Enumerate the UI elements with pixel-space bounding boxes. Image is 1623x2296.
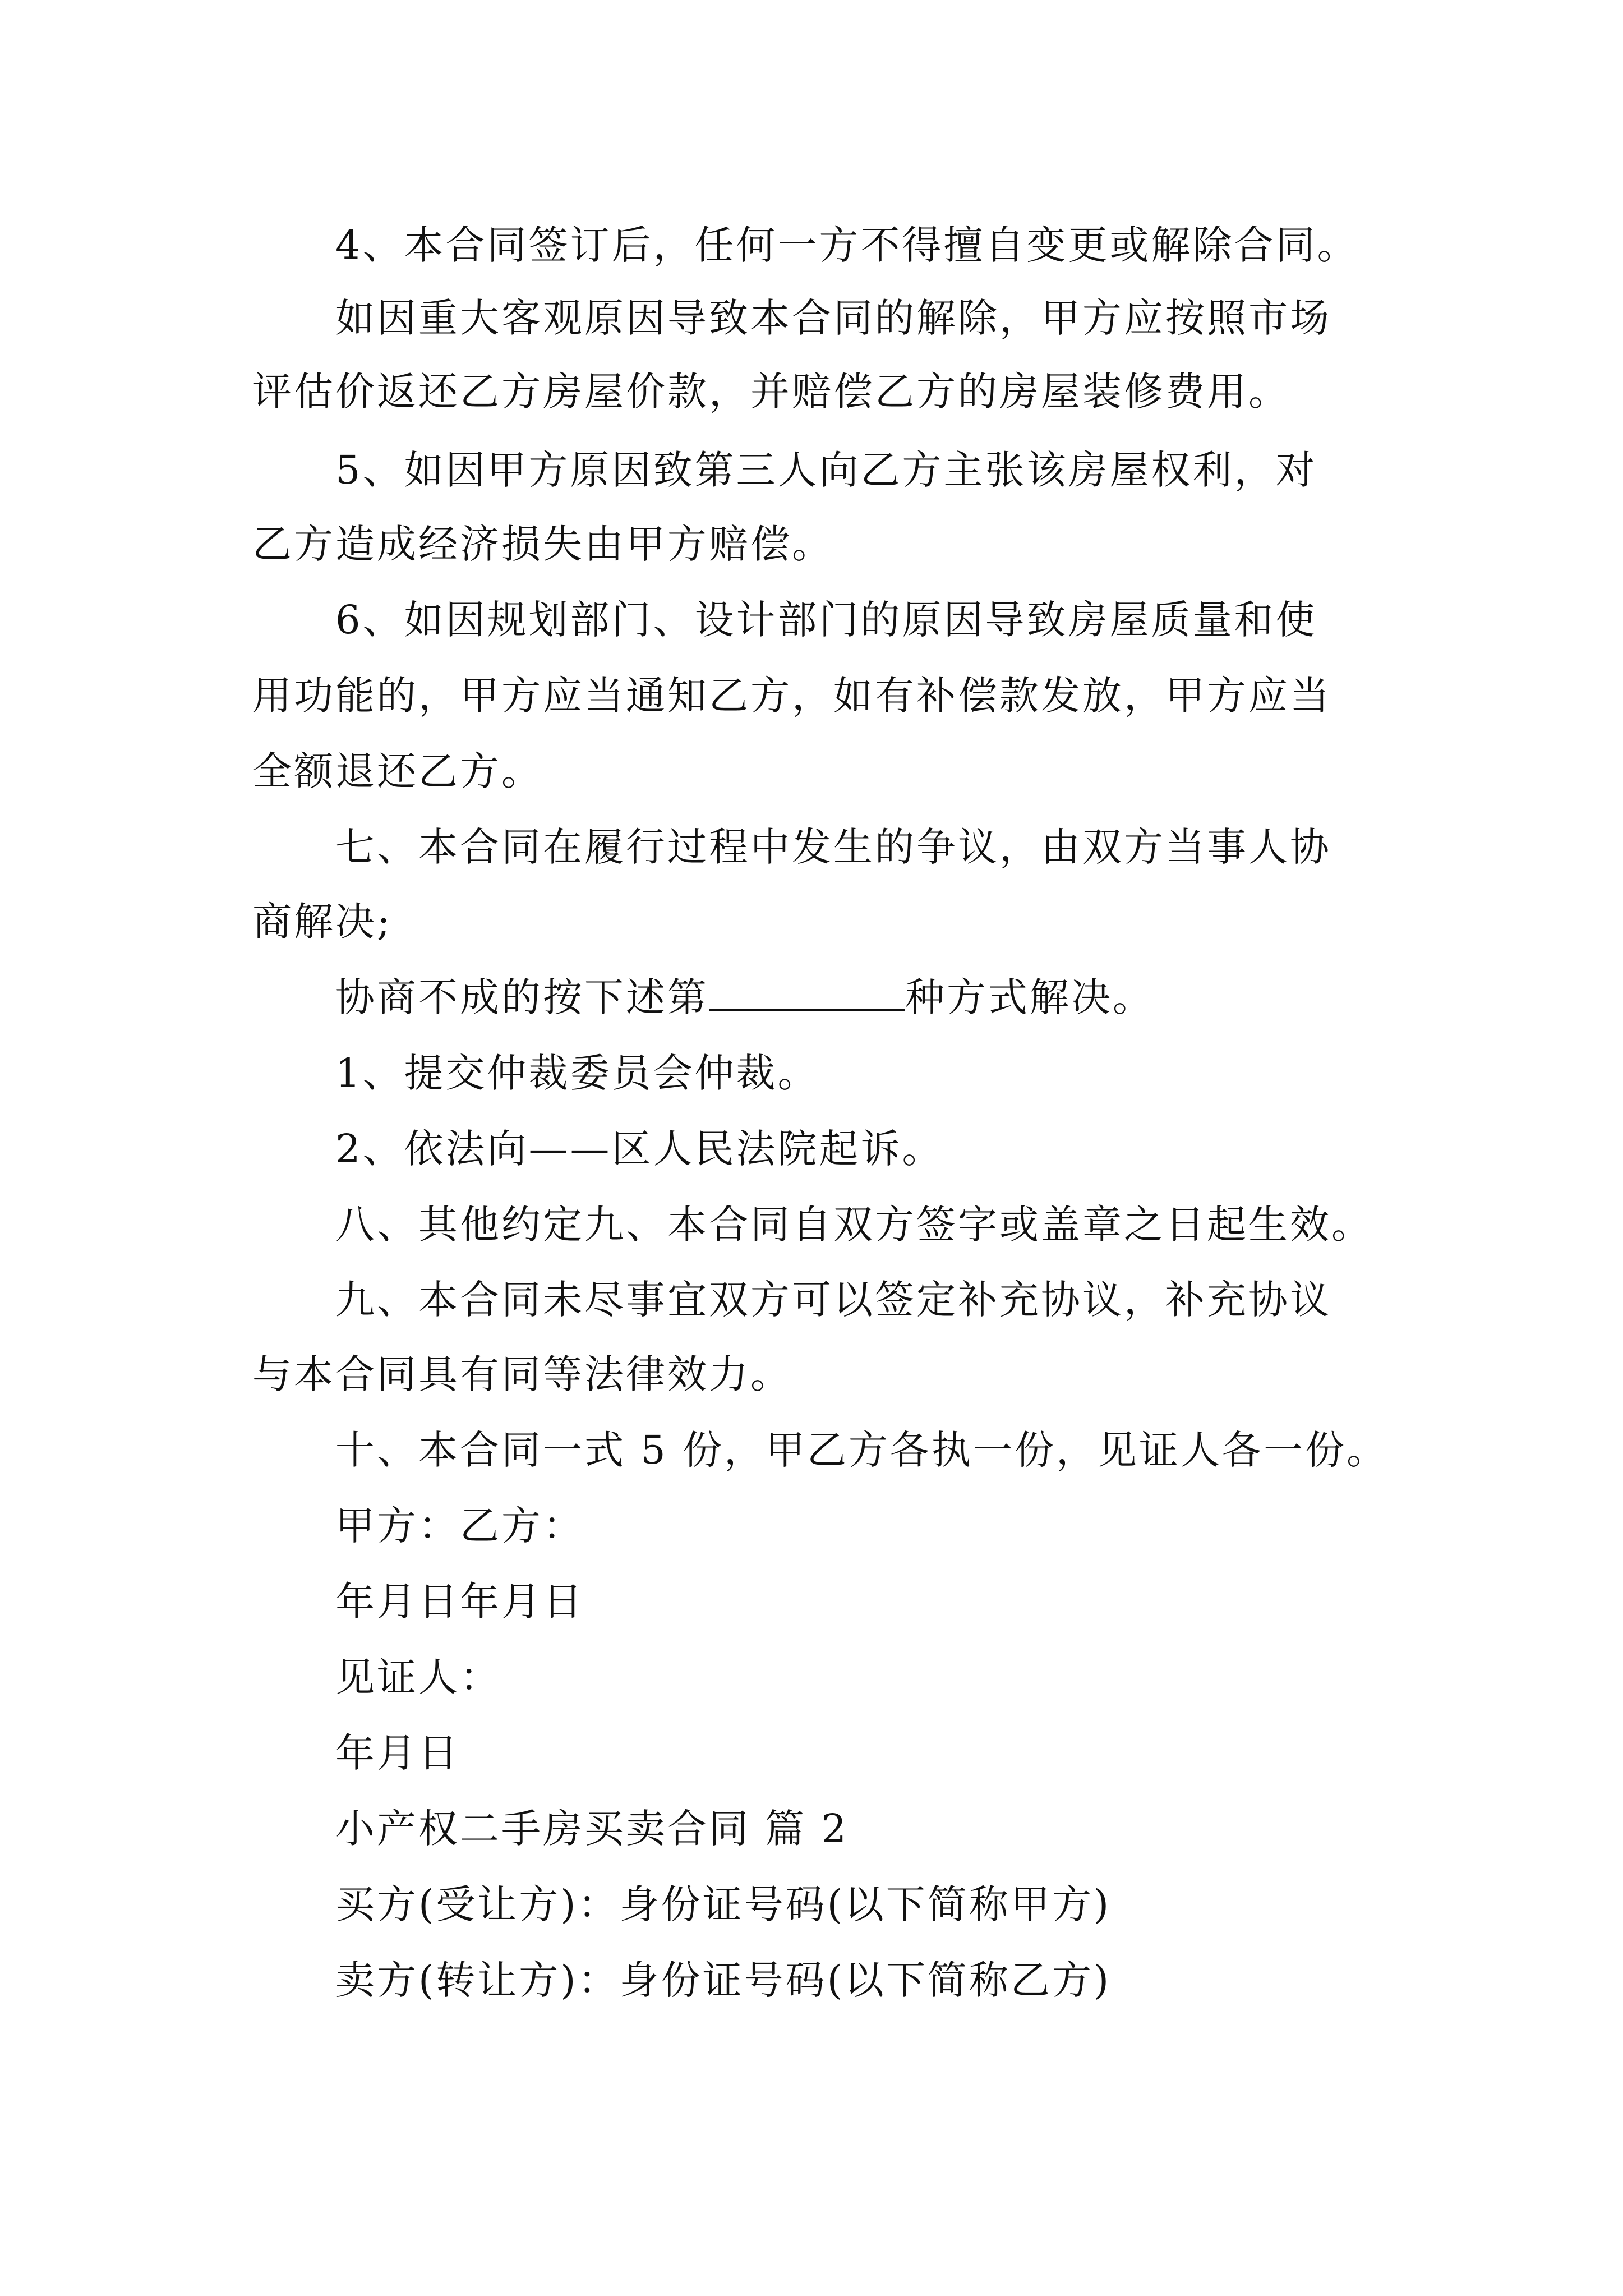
signature-parties-line: 甲方：乙方： [335, 1503, 584, 1549]
article-10-line: 十、本合同一式 5 份，甲乙方各执一份，见证人各一份。 [335, 1427, 1389, 1473]
article-8-line: 八、其他约定九、本合同自双方签字或盖章之日起生效。 [335, 1202, 1373, 1248]
dispute-method-prefix: 协商不成的按下述第 [335, 974, 709, 1020]
witness-date-line: 年月日 [335, 1730, 460, 1776]
clause-4-detail-line-2: 评估价返还乙方房屋价款，并赔偿乙方的房屋装修费用。 [252, 369, 1290, 415]
clause-5-line-1: 5、如因甲方原因致第三人向乙方主张该房屋权利，对 [335, 447, 1317, 493]
section-heading: 小产权二手房买卖合同 篇 2 [335, 1806, 849, 1852]
clause-4-detail-line-1: 如因重大客观原因导致本合同的解除，甲方应按照市场 [335, 295, 1331, 341]
article-7-line-1: 七、本合同在履行过程中发生的争议，由双方当事人协 [335, 824, 1331, 870]
dispute-method-suffix: 种方式解决。 [905, 974, 1154, 1020]
witness-line: 见证人： [335, 1654, 501, 1700]
clause-6-line-3: 全额退还乙方。 [252, 748, 543, 794]
article-7-line-2: 商解决; [252, 899, 393, 945]
dispute-method-line [335, 972, 1154, 1023]
article-9-line-2: 与本合同具有同等法律效力。 [252, 1351, 792, 1397]
signature-dates-line: 年月日年月日 [335, 1579, 584, 1625]
clause-5-line-2: 乙方造成经济损失由甲方赔偿。 [252, 521, 833, 567]
clause-6-line-2: 用功能的，甲方应当通知乙方，如有补偿款发放，甲方应当 [252, 673, 1331, 719]
article-9-line-1: 九、本合同未尽事宜双方可以签定补充协议，补充协议 [335, 1277, 1331, 1323]
seller-line: 卖方(转让方)：身份证号码(以下简称乙方) [335, 1957, 1112, 2003]
dispute-method-blank [709, 973, 905, 1011]
option-2-line: 2、依法向——区人民法院起诉。 [335, 1126, 944, 1172]
clause-4-line: 4、本合同签订后，任何一方不得擅自变更或解除合同。 [335, 222, 1359, 268]
clause-6-line-1: 6、如因规划部门、设计部门的原因导致房屋质量和使 [335, 597, 1317, 643]
option-1-line: 1、提交仲裁委员会仲裁。 [335, 1050, 819, 1096]
buyer-line: 买方(受让方)：身份证号码(以下简称甲方) [335, 1881, 1112, 1927]
